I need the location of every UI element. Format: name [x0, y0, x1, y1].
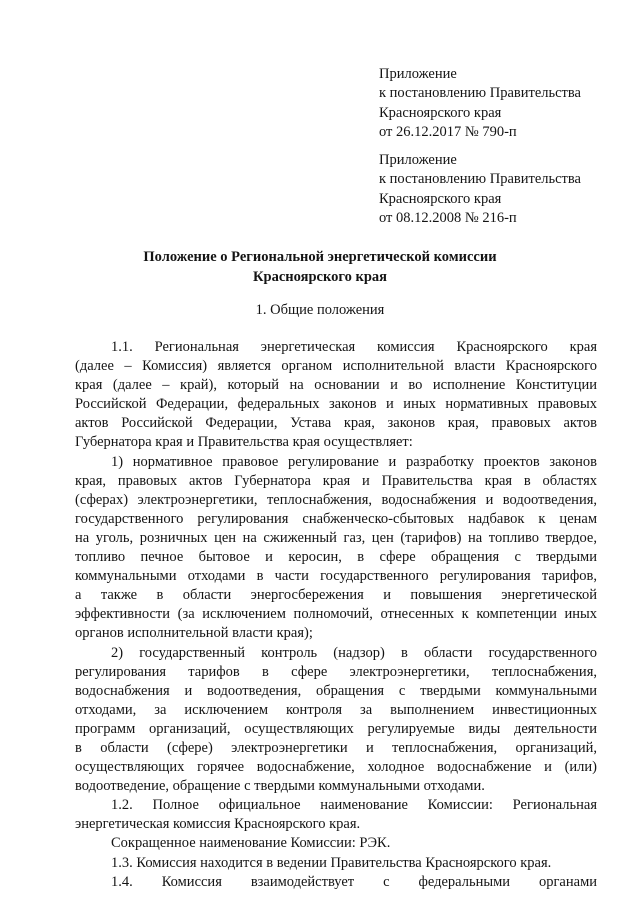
- body-line: регулирования тарифов в сфере электроэнергетики, теплоснабжения,: [75, 663, 597, 680]
- body-line: Губернатора края и Правительства края осуществляет:: [75, 434, 413, 451]
- appendix-header-2017: [379, 65, 619, 142]
- body-line: отходами, за исключением контроля за выполнением инвестиционных: [75, 701, 597, 718]
- appendix-region: Красноярского края: [379, 190, 502, 207]
- body-line: Российской Федерации, федеральных законов и иных нормативных правовых: [75, 396, 597, 413]
- body-line: программ организаций, осуществляющих регулируемые виды деятельности: [75, 720, 597, 737]
- section-heading: 1. Общие положения: [255, 302, 385, 318]
- body-line: 1.3. Комиссия находится в ведении Правительства Красноярского края.: [111, 854, 552, 871]
- appendix-header-2008: [379, 151, 619, 228]
- appendix-resolution-ref: к постановлению Правительства: [379, 171, 581, 188]
- document-title-line-2: Красноярского края: [253, 269, 387, 285]
- body-line: 2) государственный контроль (надзор) в области государственного: [111, 644, 597, 661]
- document-title: [100, 247, 540, 287]
- document-title-line-1: Положение о Региональной энергетической комиссии: [143, 249, 497, 265]
- appendix-label: Приложение: [379, 152, 457, 168]
- body-line: водоотведение, обращение с твердыми коммунальными отходами.: [75, 778, 485, 795]
- body-line: водоснабжения и водоотведения, обращения с твердыми коммунальными: [75, 682, 597, 699]
- body-line: государственного регулирования снабженческо-сбытовых надбавок к ценам: [75, 510, 597, 527]
- document-body: [75, 338, 597, 892]
- body-line: осуществляющих горячее водоснабжение, холодное водоснабжение и (или): [75, 759, 597, 776]
- appendix-label: Приложение: [379, 66, 457, 82]
- appendix-resolution-ref: к постановлению Правительства: [379, 85, 581, 102]
- body-line: а также в области энергосбережения и повышения энергетической: [75, 587, 597, 604]
- body-line: Сокращенное наименование Комиссии: РЭК.: [111, 835, 391, 852]
- body-line: края, правовых актов Губернатора края и Правительства края в областях: [75, 472, 597, 489]
- body-line: коммунальными отходами в части государственного регулирования тарифов,: [75, 568, 597, 585]
- appendix-date-number: от 26.12.2017 № 790-п: [379, 123, 517, 140]
- body-line: топливо печное бытовое и керосин, в сфере обращения с твердыми: [75, 549, 597, 566]
- body-line: энергетическая комиссия Красноярского края.: [75, 816, 361, 833]
- body-line: 1.2. Полное официальное наименование Комиссии: Региональная: [111, 797, 597, 814]
- body-line: края (далее – край), который на основании и во исполнение Конституции: [75, 377, 597, 394]
- body-line: 1.1. Региональная энергетическая комиссия Красноярского края: [111, 339, 597, 355]
- appendix-date-number: от 08.12.2008 № 216-п: [379, 209, 517, 226]
- body-line: (сферах) электроэнергетики, теплоснабжения, водоснабжения и водоотведения,: [75, 491, 597, 508]
- body-line: (далее – Комиссия) является органом исполнительной власти Красноярского: [75, 358, 597, 375]
- body-line: 1) нормативное правовое регулирование и разработку проектов законов: [111, 453, 597, 470]
- body-line: органов исполнительной власти края);: [75, 625, 313, 642]
- body-line: эффективности (за исключением полномочий, отнесенных к компетенции иных: [75, 606, 597, 623]
- body-line: в области (сфере) электроэнергетики и теплоснабжения, организаций,: [75, 739, 597, 756]
- body-line: на уголь, розничных цен на сжиженный газ, цен (тарифов) на топливо твердое,: [75, 529, 597, 546]
- body-line: 1.4. Комиссия взаимодействует с федеральными органами: [111, 873, 597, 890]
- appendix-region: Красноярского края: [379, 104, 502, 121]
- body-line: актов Российской Федерации, Устава края, законов края, правовых актов: [75, 415, 597, 432]
